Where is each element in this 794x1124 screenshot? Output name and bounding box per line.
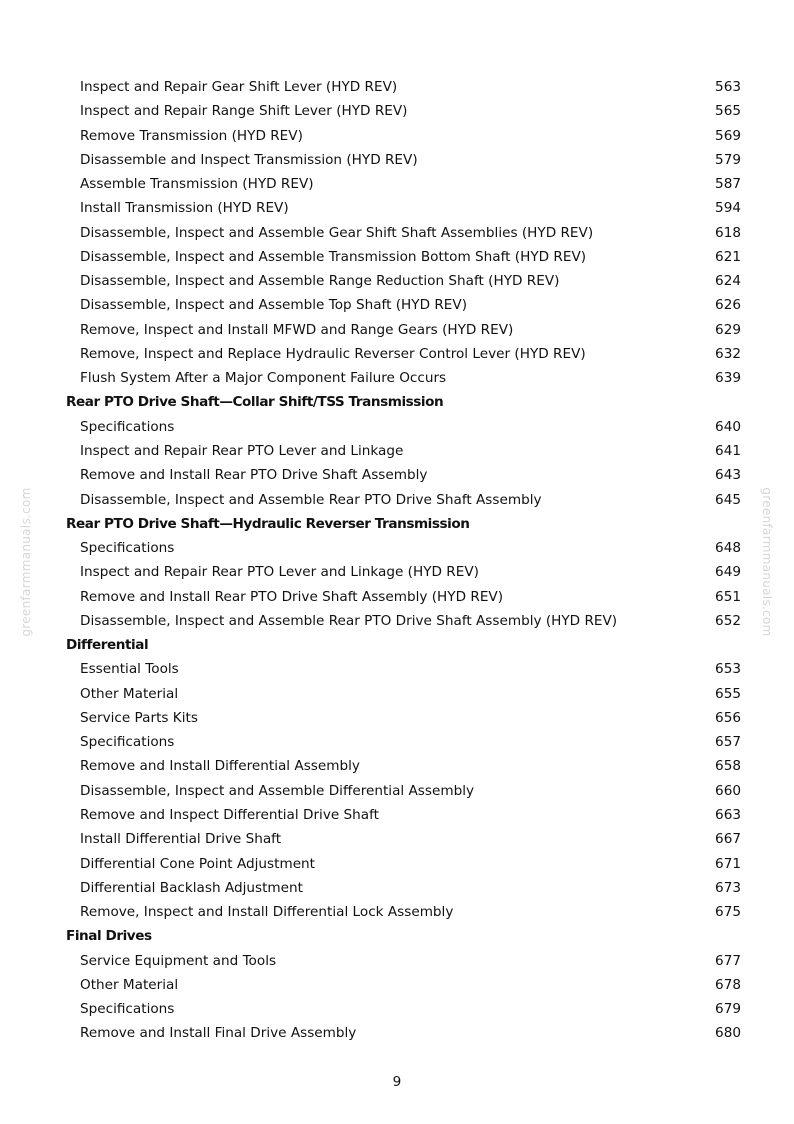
toc-entry-page-number: 629 bbox=[715, 321, 741, 338]
toc-entry-label: Disassemble and Inspect Transmission (HYD REV) bbox=[80, 151, 418, 168]
toc-entry[interactable] bbox=[0, 124, 794, 148]
toc-entry-page-number: 655 bbox=[715, 685, 741, 702]
toc-entry[interactable] bbox=[0, 439, 794, 463]
toc-entry[interactable] bbox=[0, 730, 794, 754]
toc-entry-page-number: 656 bbox=[715, 709, 741, 726]
toc-entry-page-number: 579 bbox=[715, 151, 741, 168]
toc-entry-label: Inspect and Repair Range Shift Lever (HYD REV) bbox=[80, 103, 408, 120]
toc-entry-label: Other Material bbox=[80, 685, 179, 702]
toc-entry-page-number: 652 bbox=[715, 612, 741, 629]
toc-entry-label: Install Transmission (HYD REV) bbox=[80, 200, 289, 217]
toc-entry-page-number: 653 bbox=[715, 661, 741, 678]
toc-entry-label: Remove and Install Rear PTO Drive Shaft Assembly bbox=[80, 467, 428, 484]
toc-entry[interactable] bbox=[0, 488, 794, 512]
toc-entry[interactable] bbox=[0, 318, 794, 342]
toc-entry[interactable] bbox=[0, 876, 794, 900]
toc-entry-page-number: 675 bbox=[715, 904, 741, 921]
toc-entry-page-number: 643 bbox=[715, 467, 741, 484]
toc-entry[interactable] bbox=[0, 585, 794, 609]
watermark-right: greenfarmmanuals.com bbox=[760, 487, 774, 637]
toc-entry-label: Differential Cone Point Adjustment bbox=[80, 855, 316, 872]
toc-entry-page-number: 673 bbox=[715, 879, 741, 896]
toc-entry[interactable] bbox=[0, 779, 794, 803]
toc-entry[interactable] bbox=[0, 949, 794, 973]
toc-entry[interactable] bbox=[0, 99, 794, 123]
toc-entry-page-number: 641 bbox=[715, 442, 741, 459]
toc-entry[interactable] bbox=[0, 172, 794, 196]
toc-section-heading bbox=[0, 512, 794, 536]
toc-entry[interactable] bbox=[0, 827, 794, 851]
toc-entry-label: Install Differential Drive Shaft bbox=[80, 831, 282, 848]
toc-entry[interactable] bbox=[0, 973, 794, 997]
toc-entry-page-number: 679 bbox=[715, 1001, 741, 1018]
toc-section-heading bbox=[0, 924, 794, 948]
toc-entry-page-number: 663 bbox=[715, 806, 741, 823]
toc-entry-page-number: 677 bbox=[715, 952, 741, 969]
toc-entry[interactable] bbox=[0, 293, 794, 317]
toc-entry[interactable] bbox=[0, 148, 794, 172]
toc-entry[interactable] bbox=[0, 269, 794, 293]
toc-heading-label: Final Drives bbox=[66, 928, 152, 945]
toc-entry[interactable] bbox=[0, 536, 794, 560]
toc-entry[interactable] bbox=[0, 221, 794, 245]
toc-entry[interactable] bbox=[0, 682, 794, 706]
toc-entry[interactable] bbox=[0, 852, 794, 876]
toc-entry-label: Disassemble, Inspect and Assemble Range Reduction Shaft (HYD REV) bbox=[80, 273, 560, 290]
toc-entry-label: Service Parts Kits bbox=[80, 709, 198, 726]
toc-heading-label: Rear PTO Drive Shaft—Hydraulic Reverser Transmission bbox=[66, 515, 470, 532]
toc-entry[interactable] bbox=[0, 803, 794, 827]
toc-entry-label: Specifications bbox=[80, 734, 175, 751]
toc-entry-page-number: 648 bbox=[715, 540, 741, 557]
toc-entry[interactable] bbox=[0, 706, 794, 730]
toc-entry-label: Inspect and Repair Rear PTO Lever and Linkage (HYD REV) bbox=[80, 564, 479, 581]
toc-entry-page-number: 626 bbox=[715, 297, 741, 314]
toc-entry[interactable] bbox=[0, 196, 794, 220]
toc-entry-label: Disassemble, Inspect and Assemble Rear PTO Drive Shaft Assembly (HYD REV) bbox=[80, 612, 618, 629]
toc-heading-label: Rear PTO Drive Shaft—Collar Shift/TSS Transmission bbox=[66, 394, 444, 411]
toc-entry[interactable] bbox=[0, 1021, 794, 1045]
toc-entry-page-number: 657 bbox=[715, 734, 741, 751]
toc-entry-label: Remove, Inspect and Install Differential Lock Assembly bbox=[80, 904, 454, 921]
toc-entry-label: Remove Transmission (HYD REV) bbox=[80, 127, 303, 144]
toc-entry[interactable] bbox=[0, 900, 794, 924]
toc-entry[interactable] bbox=[0, 245, 794, 269]
toc-entry-page-number: 565 bbox=[715, 103, 741, 120]
toc-entry-page-number: 569 bbox=[715, 127, 741, 144]
toc-entry-label: Disassemble, Inspect and Assemble Top Shaft (HYD REV) bbox=[80, 297, 468, 314]
toc-entry-page-number: 594 bbox=[715, 200, 741, 217]
toc-entry[interactable] bbox=[0, 754, 794, 778]
toc-entry-page-number: 618 bbox=[715, 224, 741, 241]
toc-entry-page-number: 680 bbox=[715, 1025, 741, 1042]
toc-entry-label: Flush System After a Major Component Failure Occurs bbox=[80, 370, 447, 387]
toc-entry-page-number: 658 bbox=[715, 758, 741, 775]
toc-heading-label: Differential bbox=[66, 637, 149, 654]
toc-entry-label: Remove and Install Rear PTO Drive Shaft Assembly (HYD REV) bbox=[80, 588, 504, 605]
toc-section-heading bbox=[0, 633, 794, 657]
toc-entry-label: Inspect and Repair Gear Shift Lever (HYD REV) bbox=[80, 79, 398, 95]
toc-entry-label: Disassemble, Inspect and Assemble Differential Assembly bbox=[80, 782, 475, 799]
toc-entry-label: Remove and Install Differential Assembly bbox=[80, 758, 360, 775]
toc-entry-label: Differential Backlash Adjustment bbox=[80, 879, 303, 896]
toc-entry[interactable] bbox=[0, 463, 794, 487]
toc-entry-label: Other Material bbox=[80, 976, 179, 993]
toc-entry-label: Inspect and Repair Rear PTO Lever and Linkage bbox=[80, 442, 404, 459]
toc-entry-page-number: 624 bbox=[715, 273, 741, 290]
toc-entry[interactable] bbox=[0, 609, 794, 633]
toc-entry[interactable] bbox=[0, 997, 794, 1021]
toc-entry-label: Remove and Inspect Differential Drive Shaft bbox=[80, 806, 379, 823]
toc-entry[interactable] bbox=[0, 366, 794, 390]
toc-entry-page-number: 640 bbox=[715, 418, 741, 435]
toc-entry-label: Service Equipment and Tools bbox=[80, 952, 277, 969]
toc-entry-label: Disassemble, Inspect and Assemble Transmission Bottom Shaft (HYD REV) bbox=[80, 248, 587, 265]
toc-entry[interactable] bbox=[0, 75, 794, 99]
toc-entry-page-number: 639 bbox=[715, 370, 741, 387]
toc-entry-label: Remove, Inspect and Replace Hydraulic Reverser Control Lever (HYD REV) bbox=[80, 345, 586, 362]
toc-entry-page-number: 651 bbox=[715, 588, 741, 605]
toc-entry-label: Disassemble, Inspect and Assemble Rear PTO Drive Shaft Assembly bbox=[80, 491, 542, 508]
toc-entry-label: Assemble Transmission (HYD REV) bbox=[80, 176, 314, 193]
toc-entry-label: Essential Tools bbox=[80, 661, 179, 678]
toc-entry-page-number: 645 bbox=[715, 491, 741, 508]
toc-entry[interactable] bbox=[0, 415, 794, 439]
toc-entry-page-number: 563 bbox=[715, 79, 741, 95]
toc-entry-page-number: 621 bbox=[715, 248, 741, 265]
watermark-left: greenfarmmanuals.com bbox=[19, 487, 33, 637]
toc-entry-page-number: 660 bbox=[715, 782, 741, 799]
toc-entry-label: Remove, Inspect and Install MFWD and Range Gears (HYD REV) bbox=[80, 321, 514, 338]
toc-entry-page-number: 649 bbox=[715, 564, 741, 581]
toc-entry-label: Specifications bbox=[80, 1001, 175, 1018]
toc-entry[interactable] bbox=[0, 560, 794, 584]
toc-entry-page-number: 671 bbox=[715, 855, 741, 872]
toc-entry-label: Specifications bbox=[80, 540, 175, 557]
toc-entry-label: Disassemble, Inspect and Assemble Gear Shift Shaft Assemblies (HYD REV) bbox=[80, 224, 594, 241]
toc-entry-page-number: 632 bbox=[715, 345, 741, 362]
toc-entry[interactable] bbox=[0, 657, 794, 681]
toc-entry-page-number: 587 bbox=[715, 176, 741, 193]
toc-section-heading bbox=[0, 390, 794, 414]
toc-entry-page-number: 667 bbox=[715, 831, 741, 848]
toc-entry-label: Remove and Install Final Drive Assembly bbox=[80, 1025, 357, 1042]
toc-entry[interactable] bbox=[0, 342, 794, 366]
page-number: 9 bbox=[392, 1074, 402, 1090]
toc-entry-page-number: 678 bbox=[715, 976, 741, 993]
table-of-contents bbox=[0, 75, 794, 1046]
toc-entry-label: Specifications bbox=[80, 418, 175, 435]
